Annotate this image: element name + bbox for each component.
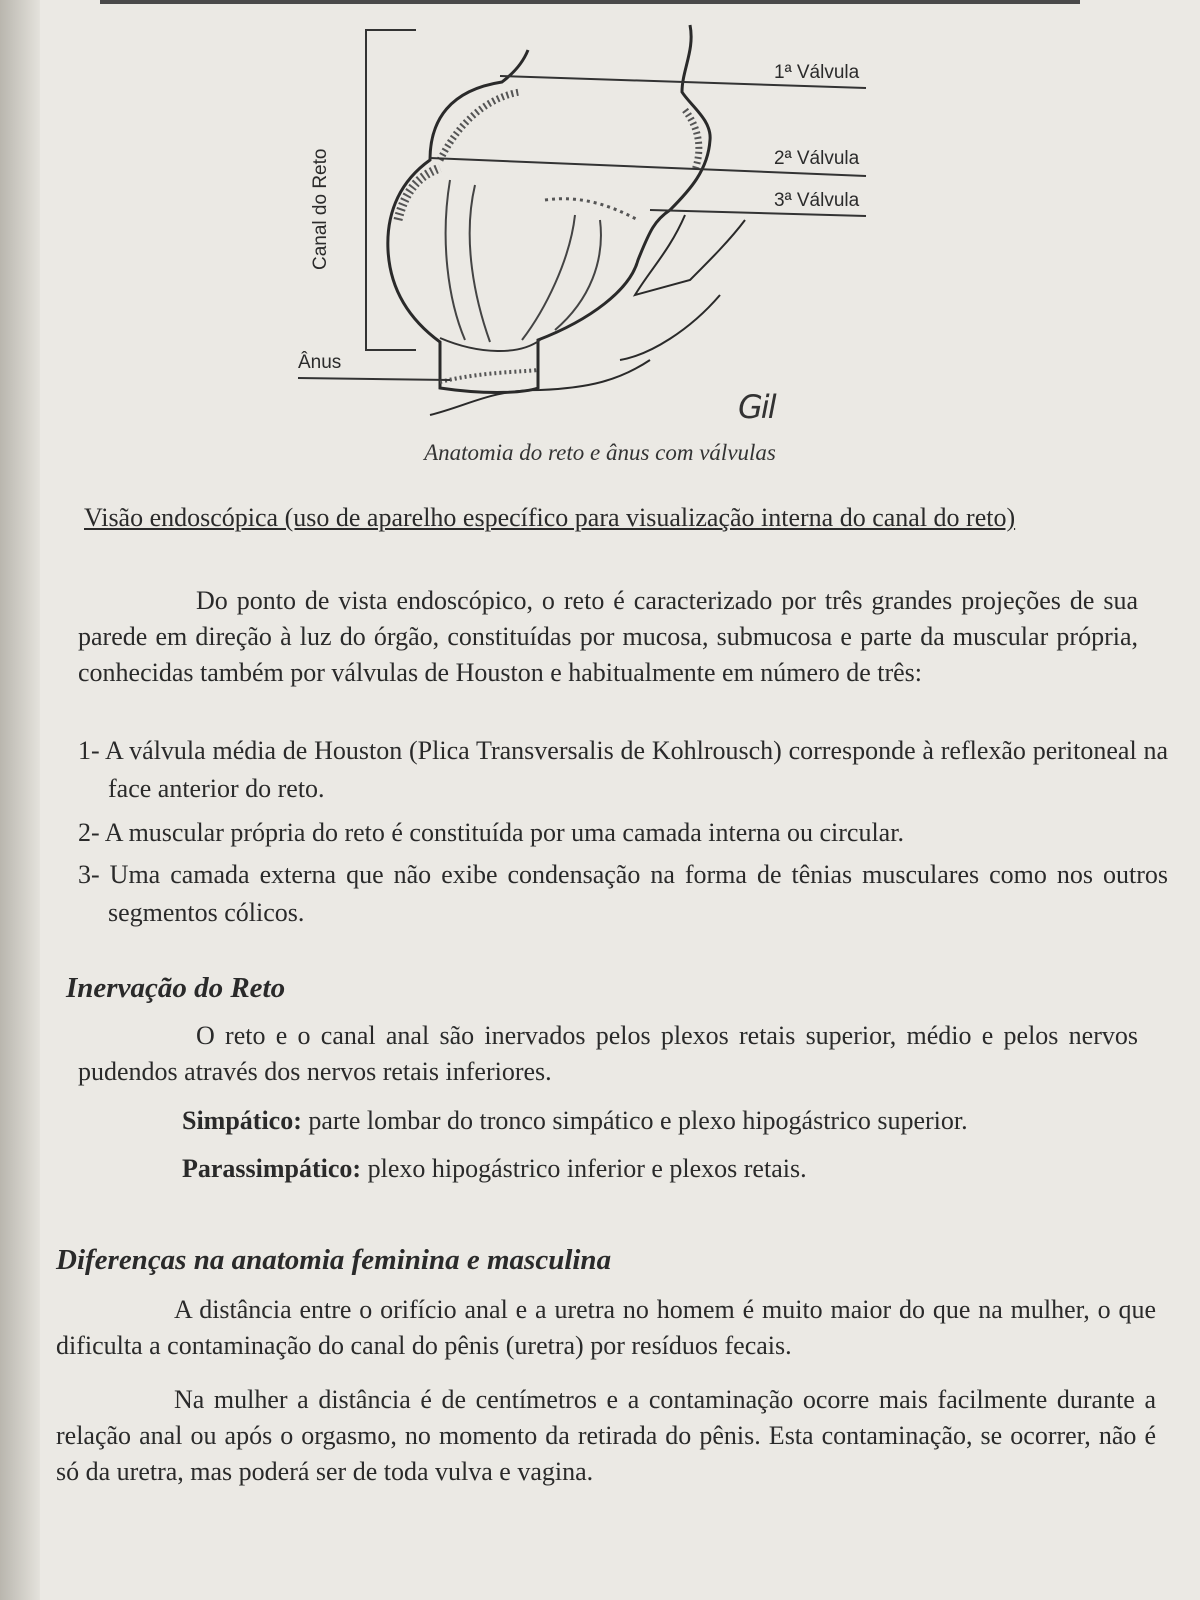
sympathetic-line: [182, 1106, 968, 1136]
list-item: 2- A muscular própria do reto é constituída por uma camada interna ou circular.: [78, 818, 904, 847]
valve-1-label: 1ª Válvula: [774, 62, 860, 83]
parasympathetic-line: [182, 1154, 807, 1184]
page-edge-shadow: [0, 0, 40, 1600]
illustrator-signature: Gil: [738, 388, 775, 426]
list-item: 3- Uma camada externa que não exibe condensação na forma de tênias musculares como nos outros segmentos cólicos.: [78, 860, 1168, 927]
valve-2-label: 2ª Válvula: [774, 148, 860, 169]
top-rule: [100, 0, 1080, 4]
differences-heading: Diferenças na anatomia feminina e masculina: [56, 1244, 612, 1276]
canal-label: Canal do Reto: [310, 148, 331, 270]
sympathetic-text: parte lombar do tronco simpático e plexo hipogástrico superior.: [301, 1106, 968, 1135]
sympathetic-label: Simpático:: [182, 1106, 302, 1135]
differences-paragraph-1: A distância entre o orifício anal e a uretra no homem é muito maior do que na mulher, o que dificulta a contaminação do canal do pênis (uretra) por resíduos fecais.: [56, 1295, 1156, 1360]
endoscopic-heading: Visão endoscópica (uso de aparelho específico para visualização interna do canal do reto): [84, 503, 1016, 532]
rectum-anatomy-figure: [290, 10, 910, 440]
differences-paragraph-2: Na mulher a distância é de centímetros e a contaminação ocorre mais facilmente durante a relação anal ou após o orgasmo, no momento da retirada do pênis. Esta contaminação, se ocorrer, não é só da uretra, mas poderá ser de toda vulva e vagina.: [56, 1385, 1156, 1486]
valve-3-label: 3ª Válvula: [774, 190, 860, 211]
figure-caption: Anatomia do reto e ânus com válvulas: [424, 440, 776, 465]
innervation-heading: Inervação do Reto: [66, 972, 286, 1004]
innervation-paragraph: O reto e o canal anal são inervados pelos plexos retais superior, médio e pelos nervos pudendos através dos nervos retais inferiores.: [78, 1021, 1138, 1086]
list-item: 1- A válvula média de Houston (Plica Transversalis de Kohlrousch) corresponde à reflexão peritoneal na face anterior do reto.: [78, 736, 1168, 803]
endoscopic-paragraph: Do ponto de vista endoscópico, o reto é caracterizado por três grandes projeções de sua parede em direção à luz do órgão, constituídas por mucosa, submucosa e parte da muscular própria, conhecidas também por válvulas de Houston e habitualmente em número de três:: [78, 586, 1138, 687]
parasympathetic-label: Parassimpático:: [182, 1154, 362, 1183]
parasympathetic-text: plexo hipogástrico inferior e plexos retais.: [361, 1154, 807, 1183]
anus-label: Ânus: [298, 352, 342, 373]
